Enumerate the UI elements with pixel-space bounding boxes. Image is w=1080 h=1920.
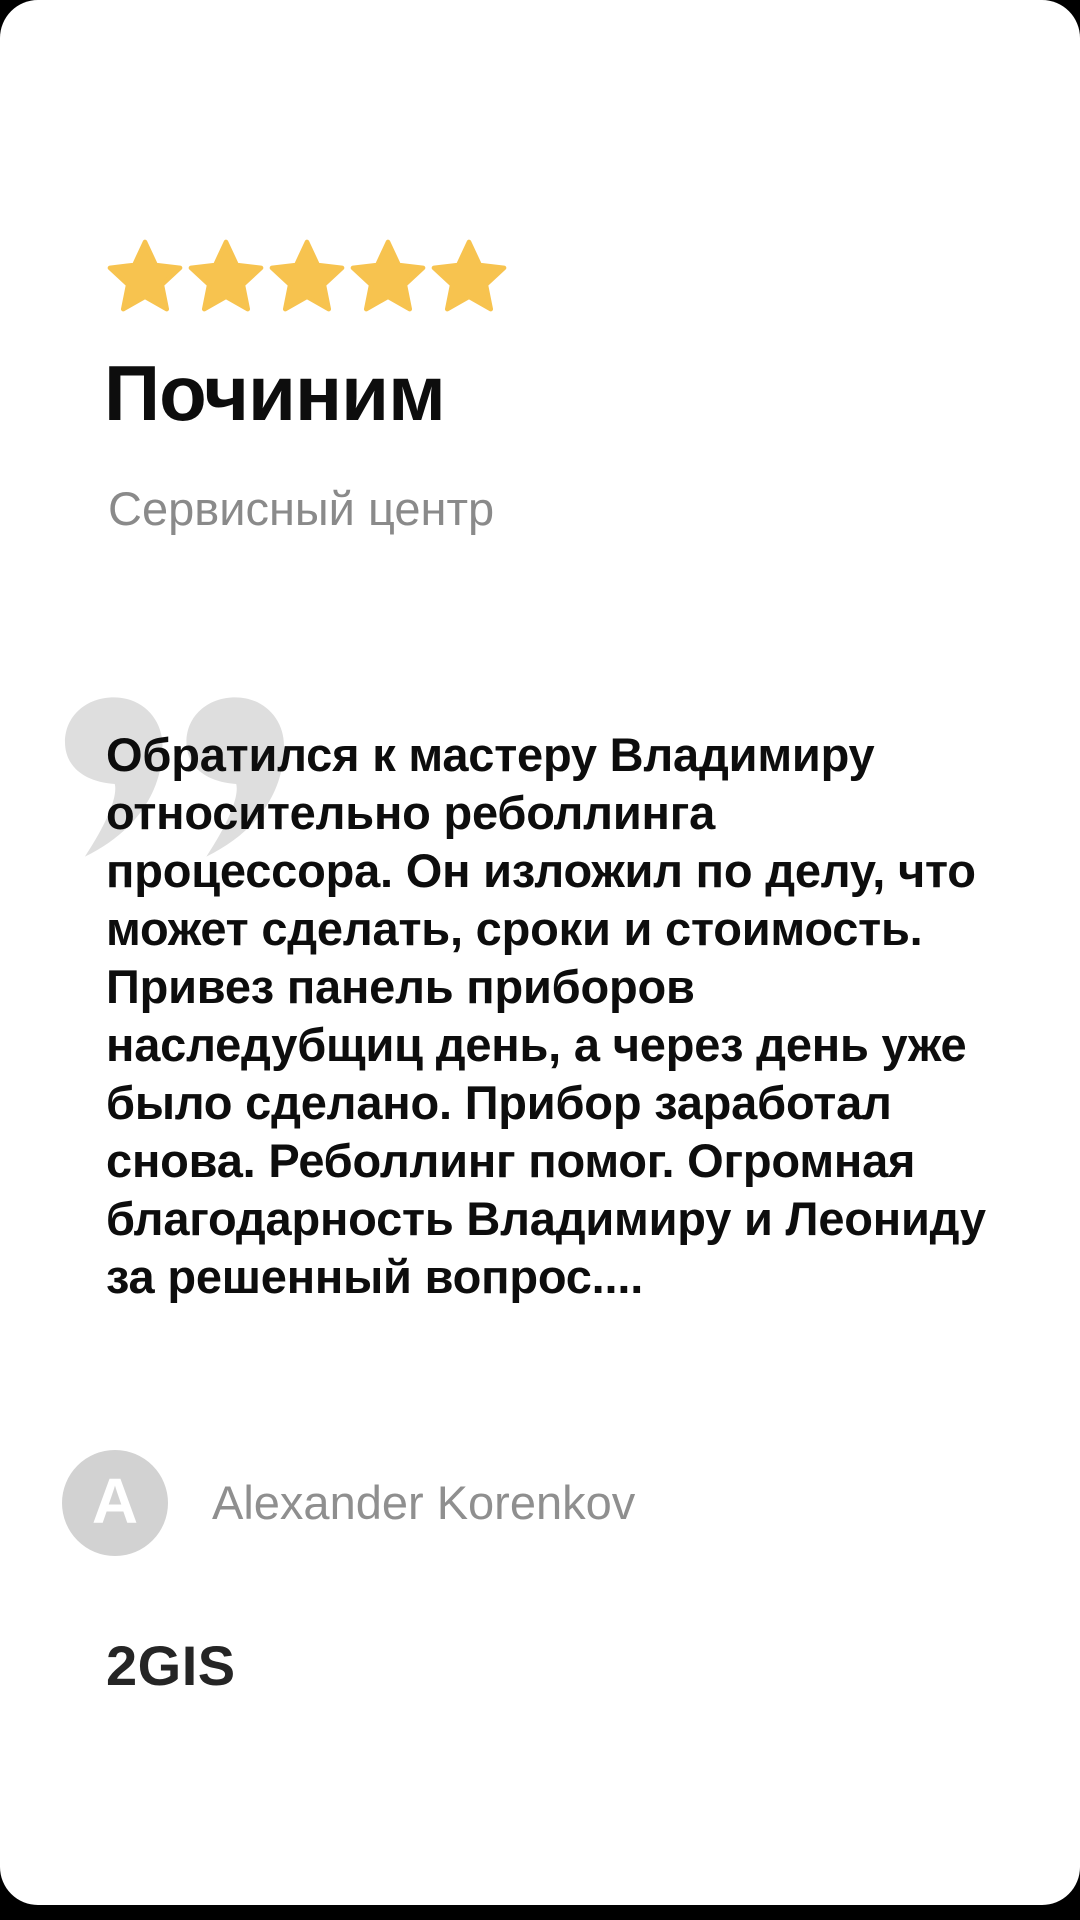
star-rating: [106, 238, 508, 314]
star-icon: [268, 238, 346, 314]
star-icon: [106, 238, 184, 314]
avatar: [62, 1450, 168, 1556]
star-icon: [349, 238, 427, 314]
business-title: Починим: [104, 349, 445, 437]
author-row: [62, 1450, 635, 1556]
2gis-logo: 2GIS: [106, 1634, 236, 1697]
business-category: Сервисный центр: [108, 482, 495, 535]
star-icon: [430, 238, 508, 314]
star-icon: [187, 238, 265, 314]
avatar-initial: A: [91, 1465, 139, 1537]
author-name: Alexander Korenkov: [212, 1476, 636, 1529]
review-text: Обратился к мастеру Владимиру относительно реболлинга процессора. Он изложил по делу, что может сделать, сроки и стоимость. Привез панель приборов наследубщиц день, а через день уже было сделано. Прибор заработал снова. Реболлинг помог. Огромная благодарность Владимиру и Леониду за решенный вопрос....: [106, 728, 986, 1303]
